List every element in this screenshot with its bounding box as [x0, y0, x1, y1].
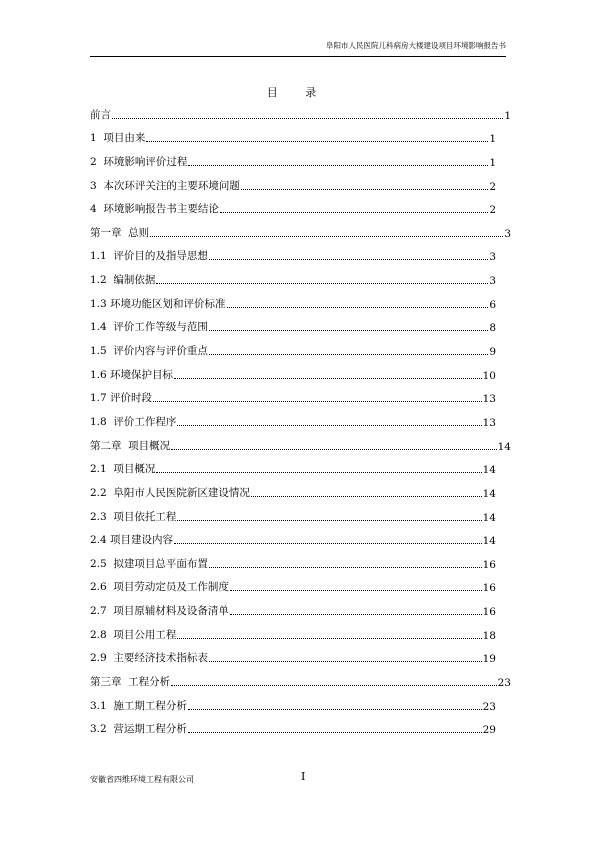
- toc-entry-page: 9: [489, 346, 496, 359]
- toc-entry-page: 14: [482, 464, 496, 477]
- toc-entry-page: 16: [482, 582, 496, 595]
- toc-entry-label: 3.2 营运期工程分析: [90, 723, 187, 736]
- toc-entry-page: 14: [482, 487, 496, 500]
- toc-entry[interactable]: [90, 334, 496, 358]
- toc-entry[interactable]: [90, 571, 496, 595]
- toc-leader-dots: [220, 211, 488, 213]
- toc-leader-dots: [209, 258, 488, 260]
- footer-company: 安徽省四维环境工程有限公司: [90, 775, 194, 784]
- toc-entry-label: 2.7 项目原辅材料及设备清单: [90, 605, 229, 618]
- toc-leader-dots: [251, 495, 482, 497]
- toc-entry-label: 1 项目由来: [90, 132, 146, 145]
- toc-entry[interactable]: [90, 476, 496, 500]
- toc-entry-page: 23: [497, 677, 511, 690]
- toc-leader-dots: [146, 140, 488, 142]
- toc-entry-label: 4 环境影响报告书主要结论: [90, 203, 219, 216]
- toc-leader-dots: [177, 519, 481, 521]
- header-title: 阜阳市人民医院儿科病房大楼建设项目环境影响报告书: [326, 41, 506, 50]
- toc-entry[interactable]: [90, 98, 511, 122]
- toc-leader-dots: [188, 731, 482, 733]
- toc-entry[interactable]: [90, 453, 496, 477]
- toc-entry-label: 2.3 项目依托工程: [90, 510, 177, 523]
- toc-entry-label: 1.4 评价工作等级与范围: [90, 321, 208, 334]
- toc-entry-page: 14: [497, 440, 511, 453]
- toc-entry[interactable]: [90, 169, 496, 193]
- toc-leader-dots: [230, 613, 482, 615]
- toc-entry-page: 14: [482, 535, 496, 548]
- toc-entry-label: 1.5 评价内容与评价重点: [90, 345, 208, 358]
- toc-entry[interactable]: [90, 547, 496, 571]
- toc-entry-label: 第一章 总则: [90, 226, 150, 239]
- toc-entry-label: 第二章 项目概况: [90, 439, 171, 452]
- toc-entry[interactable]: [90, 689, 496, 713]
- toc-entry[interactable]: [90, 240, 496, 264]
- toc-entry[interactable]: [90, 311, 496, 335]
- toc-entry-page: 2: [489, 204, 496, 217]
- toc-entry-label: 第三章 工程分析: [90, 676, 171, 689]
- toc-entry-label: 1.7 评价时段: [90, 392, 153, 405]
- toc-entry-label: 2.6 项目劳动定员及工作制度: [90, 581, 229, 594]
- toc-title: 目 录: [266, 86, 329, 99]
- toc-entry[interactable]: [90, 145, 496, 169]
- toc-leader-dots: [188, 164, 488, 166]
- toc-leader-dots: [153, 400, 482, 402]
- toc-entry[interactable]: [90, 263, 496, 287]
- toc-leader-dots: [188, 708, 482, 710]
- toc-entry-page: 3: [489, 251, 496, 264]
- toc-leader-dots: [209, 329, 488, 331]
- toc-leader-dots: [209, 353, 488, 355]
- toc-entry-page: 13: [482, 416, 496, 429]
- toc-entry-page: 29: [482, 724, 496, 737]
- toc-entry-page: 23: [482, 700, 496, 713]
- toc-entry-label: 2.1 项目概况: [90, 463, 156, 476]
- toc-entry[interactable]: [90, 287, 496, 311]
- toc-entry-page: 6: [489, 298, 496, 311]
- toc-entry[interactable]: [90, 665, 511, 689]
- toc-entry-page: 19: [482, 653, 496, 666]
- page-number: I: [301, 770, 306, 783]
- toc-entry[interactable]: [90, 122, 496, 146]
- toc-entry-page: 18: [482, 629, 496, 642]
- toc-leader-dots: [174, 377, 482, 379]
- toc-entry-label: 3.1 施工期工程分析: [90, 699, 187, 712]
- toc-entry-label: 前言: [90, 108, 111, 121]
- toc-entry-label: 1.1 评价目的及指导思想: [90, 250, 208, 263]
- toc-entry[interactable]: [90, 618, 496, 642]
- toc-entry-label: 3 本次环评关注的主要环境问题: [90, 179, 240, 192]
- toc-entry-page: 8: [489, 322, 496, 335]
- toc-entry[interactable]: [90, 524, 496, 548]
- page-header: [90, 38, 506, 57]
- toc-entry-page: 14: [482, 511, 496, 524]
- toc-entry-page: 10: [482, 369, 496, 382]
- toc-leader-dots: [112, 117, 503, 119]
- toc-entry-page: 3: [504, 227, 511, 240]
- toc-leader-dots: [241, 188, 488, 190]
- toc-leader-dots: [150, 235, 503, 237]
- toc-entry-label: 2.5 拟建项目总平面布置: [90, 557, 208, 570]
- toc-entry-page: 16: [482, 558, 496, 571]
- toc-entry[interactable]: [90, 216, 511, 240]
- toc-entry-label: 1.3 环境功能区划和评价标准: [90, 297, 226, 310]
- toc-entry[interactable]: [90, 500, 496, 524]
- toc-entry-label: 2.2 阜阳市人民医院新区建设情况: [90, 486, 250, 499]
- toc-leader-dots: [177, 637, 481, 639]
- toc-entry[interactable]: [90, 642, 496, 666]
- toc-entry-page: 16: [482, 606, 496, 619]
- toc-entry[interactable]: [90, 713, 496, 737]
- toc-entry[interactable]: [90, 382, 496, 406]
- toc-leader-dots: [171, 448, 496, 450]
- toc-entry-page: 1: [489, 156, 496, 169]
- toc-leader-dots: [177, 424, 481, 426]
- toc-entry-label: 2.8 项目公用工程: [90, 628, 177, 641]
- table-of-contents: [90, 98, 520, 736]
- toc-entry-label: 2 环境影响评价过程: [90, 155, 188, 168]
- toc-entry[interactable]: [90, 358, 496, 382]
- toc-entry-label: 1.6 环境保护目标: [90, 368, 174, 381]
- toc-entry[interactable]: [90, 429, 511, 453]
- toc-entry-label: 1.8 评价工作程序: [90, 415, 177, 428]
- toc-leader-dots: [171, 684, 496, 686]
- page-footer: [90, 772, 510, 788]
- toc-leader-dots: [227, 306, 489, 308]
- toc-entry[interactable]: [90, 193, 496, 217]
- toc-entry-label: 2.9 主要经济技术指标表: [90, 652, 208, 665]
- toc-entry[interactable]: [90, 405, 496, 429]
- toc-entry-page: 1: [489, 133, 496, 146]
- toc-leader-dots: [174, 542, 482, 544]
- toc-leader-dots: [230, 589, 482, 591]
- toc-leader-dots: [156, 471, 481, 473]
- toc-entry[interactable]: [90, 594, 496, 618]
- toc-entry-page: 13: [482, 393, 496, 406]
- toc-leader-dots: [156, 282, 488, 284]
- toc-entry-label: 2.4 项目建设内容: [90, 534, 174, 547]
- toc-entry-page: 3: [489, 275, 496, 288]
- toc-entry-page: 2: [489, 180, 496, 193]
- toc-leader-dots: [209, 660, 482, 662]
- toc-entry-page: 1: [504, 109, 511, 122]
- toc-entry-label: 1.2 编制依据: [90, 274, 156, 287]
- toc-leader-dots: [209, 566, 482, 568]
